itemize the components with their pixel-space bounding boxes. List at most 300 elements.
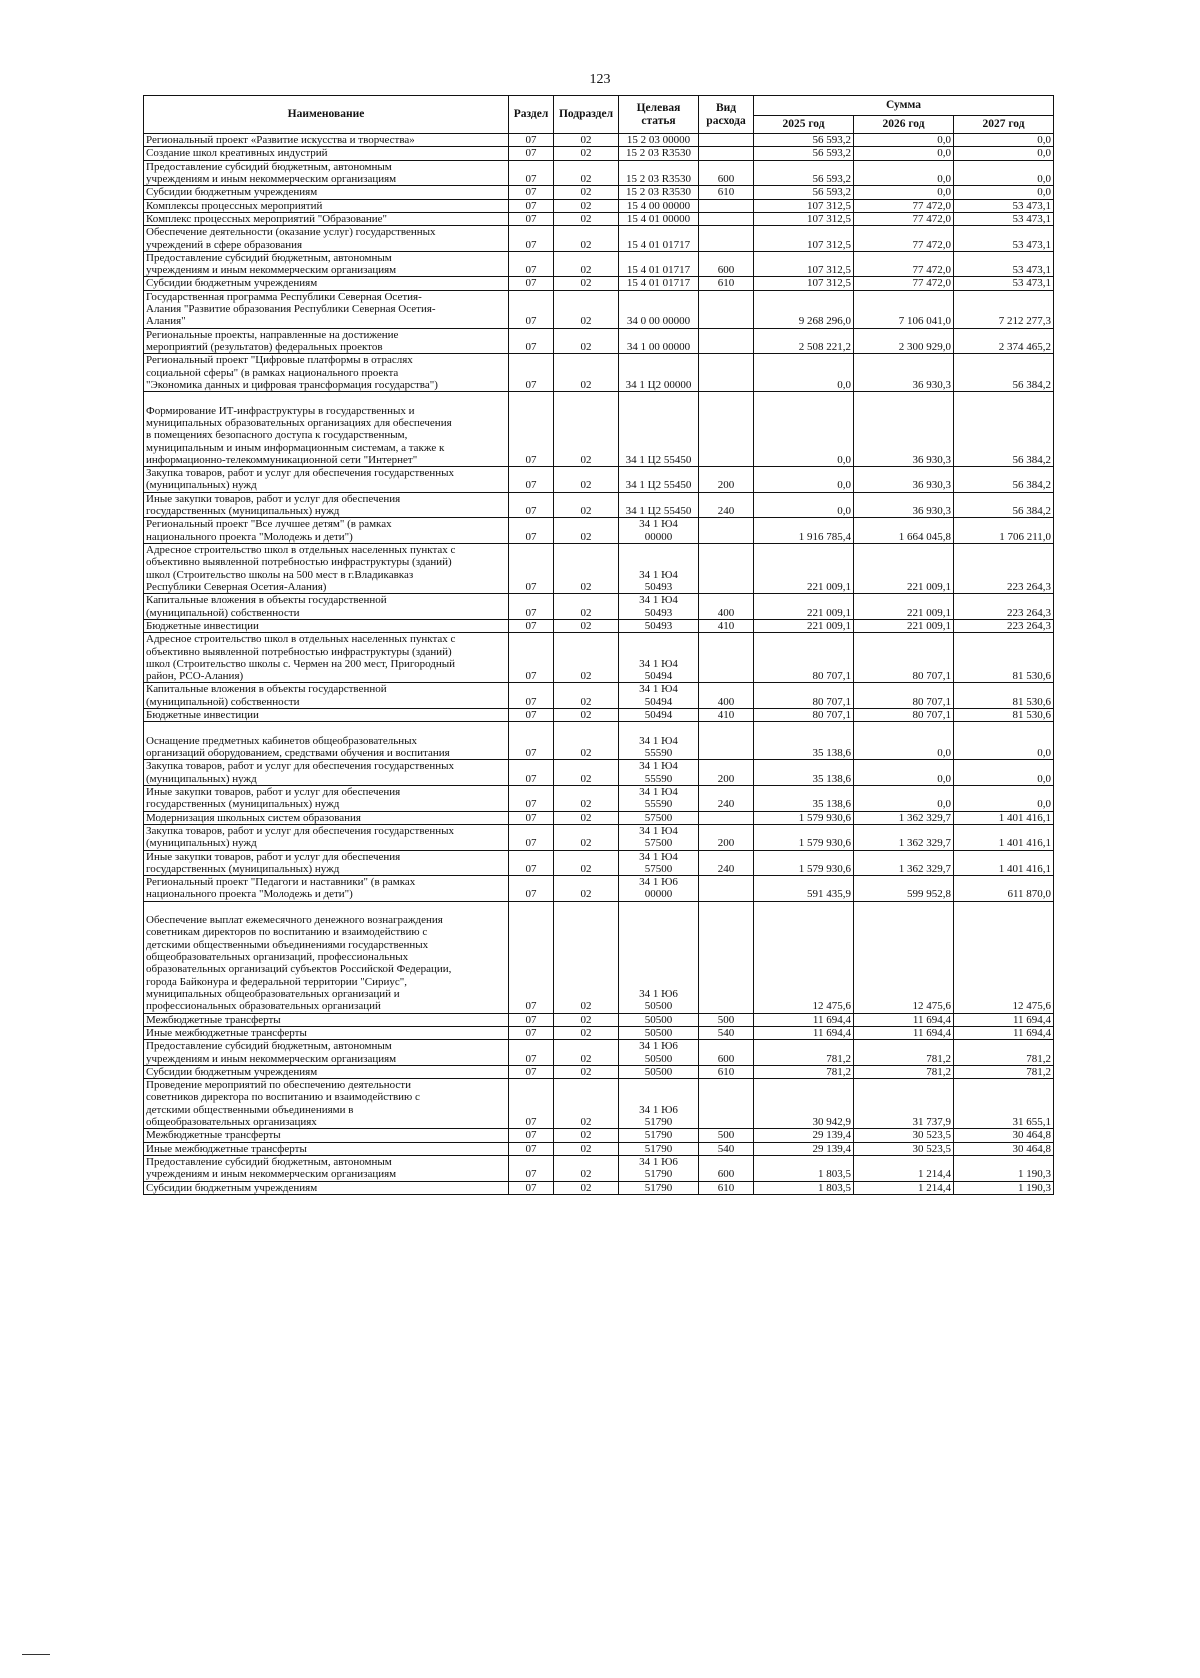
table-row — [144, 147, 1054, 160]
row-amount-2026: 0,0 — [854, 160, 954, 186]
row-amount-2026: 221 009,1 — [854, 544, 954, 594]
row-amount-2025: 1 803,5 — [754, 1181, 854, 1194]
row-amount-2027: 7 212 277,3 — [954, 290, 1054, 328]
row-section: 07 — [509, 619, 554, 632]
row-amount-2026: 0,0 — [854, 186, 954, 199]
row-amount-2027: 0,0 — [954, 722, 1054, 760]
row-amount-2025: 9 268 296,0 — [754, 290, 854, 328]
row-name: Государственная программа Республики Северная Осетия- Алания "Развитие образования Республики Северная Осетия- Алания" — [144, 290, 509, 328]
row-amount-2027: 56 384,2 — [954, 354, 1054, 392]
row-amount-2025: 30 942,9 — [754, 1079, 854, 1129]
row-amount-2026: 0,0 — [854, 722, 954, 760]
row-subsection: 02 — [554, 277, 619, 290]
row-subsection: 02 — [554, 492, 619, 518]
header-expense-type: Вид расхода — [699, 96, 754, 134]
row-amount-2025: 1 579 930,6 — [754, 824, 854, 850]
row-expense-type: 200 — [699, 760, 754, 786]
row-section: 07 — [509, 186, 554, 199]
row-section: 07 — [509, 811, 554, 824]
table-row — [144, 1079, 1054, 1129]
row-amount-2026: 80 707,1 — [854, 709, 954, 722]
row-amount-2027: 781,2 — [954, 1040, 1054, 1066]
table-row — [144, 467, 1054, 493]
row-subsection: 02 — [554, 824, 619, 850]
row-name: Комплекс процессных мероприятий "Образование" — [144, 212, 509, 225]
table-row — [144, 290, 1054, 328]
row-name: Межбюджетные трансферты — [144, 1129, 509, 1142]
row-name: Предоставление субсидий бюджетным, автономным учреждениям и иным некоммерческим организациям — [144, 1040, 509, 1066]
row-name: Закупка товаров, работ и услуг для обеспечения государственных (муниципальных) нужд — [144, 824, 509, 850]
row-subsection: 02 — [554, 544, 619, 594]
row-expense-type — [699, 226, 754, 252]
row-expense-type: 410 — [699, 619, 754, 632]
row-name: Региональный проект "Все лучшее детям" (в рамках национального проекта "Молодежь и дети") — [144, 518, 509, 544]
row-target-item: 34 1 Ю4 57500 — [619, 850, 699, 876]
row-amount-2027: 781,2 — [954, 1065, 1054, 1078]
row-name: Предоставление субсидий бюджетным, автономным учреждениям и иным некоммерческим организациям — [144, 1156, 509, 1182]
row-amount-2027: 56 384,2 — [954, 492, 1054, 518]
row-target-item: 15 4 01 01717 — [619, 226, 699, 252]
row-amount-2025: 0,0 — [754, 354, 854, 392]
row-subsection: 02 — [554, 1026, 619, 1039]
row-amount-2026: 77 472,0 — [854, 199, 954, 212]
table-row — [144, 212, 1054, 225]
row-amount-2027: 0,0 — [954, 760, 1054, 786]
table-row — [144, 1040, 1054, 1066]
row-expense-type: 600 — [699, 1040, 754, 1066]
table-row — [144, 760, 1054, 786]
row-amount-2027: 0,0 — [954, 186, 1054, 199]
row-section: 07 — [509, 518, 554, 544]
row-target-item: 34 1 Ю4 55590 — [619, 722, 699, 760]
row-amount-2025: 11 694,4 — [754, 1013, 854, 1026]
row-amount-2025: 11 694,4 — [754, 1026, 854, 1039]
row-name: Капитальные вложения в объекты государственной (муниципальной) собственности — [144, 594, 509, 620]
row-target-item: 34 1 00 00000 — [619, 328, 699, 354]
row-amount-2026: 11 694,4 — [854, 1026, 954, 1039]
row-amount-2026: 77 472,0 — [854, 277, 954, 290]
row-amount-2026: 30 523,5 — [854, 1129, 954, 1142]
row-target-item: 34 1 Ю4 50493 — [619, 594, 699, 620]
row-target-item: 34 1 Ц2 55450 — [619, 392, 699, 467]
row-amount-2025: 56 593,2 — [754, 147, 854, 160]
row-subsection: 02 — [554, 199, 619, 212]
row-subsection: 02 — [554, 328, 619, 354]
row-amount-2026: 1 362 329,7 — [854, 850, 954, 876]
row-amount-2025: 80 707,1 — [754, 709, 854, 722]
row-subsection: 02 — [554, 226, 619, 252]
row-target-item: 15 2 03 R3530 — [619, 160, 699, 186]
row-target-item: 34 1 Ю4 50494 — [619, 683, 699, 709]
row-name: Субсидии бюджетным учреждениям — [144, 1181, 509, 1194]
row-section: 07 — [509, 1040, 554, 1066]
table-row — [144, 1013, 1054, 1026]
row-section: 07 — [509, 147, 554, 160]
row-section: 07 — [509, 226, 554, 252]
table-row — [144, 251, 1054, 277]
table-row — [144, 1026, 1054, 1039]
row-section: 07 — [509, 392, 554, 467]
table-row — [144, 277, 1054, 290]
row-section: 07 — [509, 722, 554, 760]
row-name: Обеспечение деятельности (оказание услуг) государственных учреждений в сфере образования — [144, 226, 509, 252]
row-section: 07 — [509, 1079, 554, 1129]
row-subsection: 02 — [554, 147, 619, 160]
row-amount-2025: 591 435,9 — [754, 876, 854, 902]
row-expense-type: 600 — [699, 160, 754, 186]
row-amount-2025: 29 139,4 — [754, 1142, 854, 1155]
row-target-item: 51790 — [619, 1142, 699, 1155]
row-amount-2025: 56 593,2 — [754, 186, 854, 199]
header-year-2026: 2026 год — [854, 116, 954, 134]
row-subsection: 02 — [554, 811, 619, 824]
row-amount-2027: 53 473,1 — [954, 277, 1054, 290]
row-amount-2025: 56 593,2 — [754, 134, 854, 147]
row-amount-2026: 1 362 329,7 — [854, 824, 954, 850]
row-section: 07 — [509, 277, 554, 290]
row-amount-2025: 35 138,6 — [754, 722, 854, 760]
row-target-item: 34 1 Ю6 50500 — [619, 901, 699, 1013]
row-target-item: 34 1 Ю6 51790 — [619, 1156, 699, 1182]
row-expense-type: 610 — [699, 1065, 754, 1078]
row-expense-type — [699, 328, 754, 354]
row-section: 07 — [509, 251, 554, 277]
row-name: Региональный проект "Цифровые платформы в отраслях социальной сферы" (в рамках национального проекта "Экономика данных и цифровая трансформация государства") — [144, 354, 509, 392]
table-row — [144, 901, 1054, 1013]
row-amount-2026: 77 472,0 — [854, 251, 954, 277]
table-row — [144, 633, 1054, 683]
row-amount-2026: 781,2 — [854, 1040, 954, 1066]
table-row — [144, 226, 1054, 252]
row-section: 07 — [509, 1065, 554, 1078]
row-amount-2027: 11 694,4 — [954, 1013, 1054, 1026]
row-amount-2026: 0,0 — [854, 785, 954, 811]
row-target-item: 50500 — [619, 1026, 699, 1039]
row-amount-2025: 56 593,2 — [754, 160, 854, 186]
row-amount-2027: 0,0 — [954, 134, 1054, 147]
row-amount-2027: 223 264,3 — [954, 544, 1054, 594]
row-subsection: 02 — [554, 901, 619, 1013]
row-subsection: 02 — [554, 134, 619, 147]
row-target-item: 15 4 01 01717 — [619, 277, 699, 290]
row-amount-2026: 1 214,4 — [854, 1181, 954, 1194]
row-amount-2026: 77 472,0 — [854, 226, 954, 252]
table-row — [144, 683, 1054, 709]
row-section: 07 — [509, 633, 554, 683]
row-section: 07 — [509, 709, 554, 722]
row-amount-2027: 12 475,6 — [954, 901, 1054, 1013]
row-amount-2026: 77 472,0 — [854, 212, 954, 225]
row-subsection: 02 — [554, 633, 619, 683]
row-amount-2027: 2 374 465,2 — [954, 328, 1054, 354]
row-target-item: 34 1 Ю4 55590 — [619, 785, 699, 811]
row-amount-2025: 35 138,6 — [754, 760, 854, 786]
row-expense-type — [699, 633, 754, 683]
row-amount-2025: 2 508 221,2 — [754, 328, 854, 354]
footer-line — [22, 1654, 50, 1655]
table-row — [144, 785, 1054, 811]
row-amount-2027: 1 401 416,1 — [954, 850, 1054, 876]
row-amount-2025: 107 312,5 — [754, 277, 854, 290]
row-amount-2026: 1 214,4 — [854, 1156, 954, 1182]
row-amount-2027: 30 464,8 — [954, 1142, 1054, 1155]
row-name: Региональный проект «Развитие искусства и творчества» — [144, 134, 509, 147]
row-amount-2027: 1 401 416,1 — [954, 811, 1054, 824]
row-expense-type — [699, 290, 754, 328]
row-subsection: 02 — [554, 876, 619, 902]
row-expense-type — [699, 518, 754, 544]
row-target-item: 34 1 Ц2 55450 — [619, 467, 699, 493]
row-expense-type: 200 — [699, 467, 754, 493]
row-subsection: 02 — [554, 251, 619, 277]
row-expense-type — [699, 354, 754, 392]
row-section: 07 — [509, 1026, 554, 1039]
row-target-item: 51790 — [619, 1129, 699, 1142]
row-subsection: 02 — [554, 212, 619, 225]
header-target-item: Целевая статья — [619, 96, 699, 134]
row-expense-type: 410 — [699, 709, 754, 722]
row-target-item: 51790 — [619, 1181, 699, 1194]
row-amount-2025: 1 579 930,6 — [754, 811, 854, 824]
table-row — [144, 1181, 1054, 1194]
row-subsection: 02 — [554, 1079, 619, 1129]
row-name: Комплексы процессных мероприятий — [144, 199, 509, 212]
row-section: 07 — [509, 199, 554, 212]
row-subsection: 02 — [554, 186, 619, 199]
row-subsection: 02 — [554, 518, 619, 544]
row-target-item: 34 1 Ц2 00000 — [619, 354, 699, 392]
row-amount-2027: 611 870,0 — [954, 876, 1054, 902]
row-amount-2025: 221 009,1 — [754, 594, 854, 620]
row-section: 07 — [509, 212, 554, 225]
row-name: Оснащение предметных кабинетов общеобразовательных организаций оборудованием, средствами обучения и воспитания — [144, 722, 509, 760]
row-amount-2027: 1 401 416,1 — [954, 824, 1054, 850]
row-section: 07 — [509, 134, 554, 147]
row-name: Иные межбюджетные трансферты — [144, 1142, 509, 1155]
row-section: 07 — [509, 901, 554, 1013]
row-name: Формирование ИТ-инфраструктуры в государственных и муниципальных образовательных организациях для обеспечения в помещениях безопасного доступа к государственным, муниципальным и иным информационным системам, а также к информационно-телекоммуникационной сети "Интернет" — [144, 392, 509, 467]
row-expense-type — [699, 392, 754, 467]
row-amount-2026: 221 009,1 — [854, 619, 954, 632]
row-target-item: 34 1 Ю6 00000 — [619, 876, 699, 902]
row-subsection: 02 — [554, 594, 619, 620]
row-section: 07 — [509, 785, 554, 811]
row-section: 07 — [509, 1156, 554, 1182]
row-amount-2027: 56 384,2 — [954, 392, 1054, 467]
row-target-item: 34 1 Ю4 50494 — [619, 633, 699, 683]
row-expense-type — [699, 134, 754, 147]
row-amount-2027: 0,0 — [954, 785, 1054, 811]
table-header — [144, 96, 1054, 134]
row-section: 07 — [509, 1129, 554, 1142]
table-row — [144, 1065, 1054, 1078]
row-amount-2027: 81 530,6 — [954, 633, 1054, 683]
table-row — [144, 544, 1054, 594]
header-name: Наименование — [144, 96, 509, 134]
row-section: 07 — [509, 683, 554, 709]
row-target-item: 34 0 00 00000 — [619, 290, 699, 328]
table-row — [144, 392, 1054, 467]
row-expense-type: 600 — [699, 251, 754, 277]
table-row — [144, 492, 1054, 518]
row-target-item: 15 4 01 00000 — [619, 212, 699, 225]
row-amount-2027: 223 264,3 — [954, 594, 1054, 620]
row-target-item: 15 2 03 R3530 — [619, 147, 699, 160]
row-subsection: 02 — [554, 1065, 619, 1078]
row-subsection: 02 — [554, 290, 619, 328]
table-row — [144, 1142, 1054, 1155]
row-amount-2027: 53 473,1 — [954, 199, 1054, 212]
row-name: Субсидии бюджетным учреждениям — [144, 186, 509, 199]
row-amount-2025: 0,0 — [754, 392, 854, 467]
row-name: Предоставление субсидий бюджетным, автономным учреждениям и иным некоммерческим организациям — [144, 160, 509, 186]
row-subsection: 02 — [554, 1156, 619, 1182]
row-amount-2025: 12 475,6 — [754, 901, 854, 1013]
page-number: 123 — [589, 72, 611, 87]
row-expense-type: 610 — [699, 186, 754, 199]
table-row — [144, 354, 1054, 392]
header-subsection: Подраздел — [554, 96, 619, 134]
row-amount-2027: 1 190,3 — [954, 1181, 1054, 1194]
row-amount-2026: 11 694,4 — [854, 1013, 954, 1026]
row-section: 07 — [509, 824, 554, 850]
row-amount-2026: 1 664 045,8 — [854, 518, 954, 544]
row-amount-2027: 56 384,2 — [954, 467, 1054, 493]
row-name: Создание школ креативных индустрий — [144, 147, 509, 160]
row-amount-2025: 0,0 — [754, 467, 854, 493]
row-expense-type: 610 — [699, 277, 754, 290]
row-subsection: 02 — [554, 1142, 619, 1155]
row-amount-2026: 0,0 — [854, 134, 954, 147]
budget-table — [143, 95, 1054, 1195]
row-section: 07 — [509, 160, 554, 186]
row-amount-2026: 36 930,3 — [854, 467, 954, 493]
row-name: Капитальные вложения в объекты государственной (муниципальной) собственности — [144, 683, 509, 709]
row-expense-type: 500 — [699, 1013, 754, 1026]
row-target-item: 15 4 01 01717 — [619, 251, 699, 277]
row-amount-2026: 36 930,3 — [854, 492, 954, 518]
row-expense-type — [699, 147, 754, 160]
row-subsection: 02 — [554, 1013, 619, 1026]
row-target-item: 34 1 Ю4 55590 — [619, 760, 699, 786]
row-name: Бюджетные инвестиции — [144, 619, 509, 632]
table-row — [144, 709, 1054, 722]
row-amount-2027: 1 190,3 — [954, 1156, 1054, 1182]
row-subsection: 02 — [554, 785, 619, 811]
row-amount-2026: 31 737,9 — [854, 1079, 954, 1129]
row-section: 07 — [509, 850, 554, 876]
row-amount-2025: 1 916 785,4 — [754, 518, 854, 544]
row-amount-2027: 31 655,1 — [954, 1079, 1054, 1129]
row-amount-2026: 12 475,6 — [854, 901, 954, 1013]
row-subsection: 02 — [554, 722, 619, 760]
row-section: 07 — [509, 1142, 554, 1155]
row-expense-type — [699, 1079, 754, 1129]
row-expense-type — [699, 811, 754, 824]
row-target-item: 34 1 Ю6 51790 — [619, 1079, 699, 1129]
row-target-item: 50500 — [619, 1013, 699, 1026]
row-amount-2027: 0,0 — [954, 147, 1054, 160]
header-section: Раздел — [509, 96, 554, 134]
header-year-2027: 2027 год — [954, 116, 1054, 134]
table-row — [144, 811, 1054, 824]
row-amount-2025: 80 707,1 — [754, 683, 854, 709]
row-subsection: 02 — [554, 1129, 619, 1142]
row-expense-type: 200 — [699, 824, 754, 850]
table-row — [144, 328, 1054, 354]
row-target-item: 34 1 Ц2 55450 — [619, 492, 699, 518]
row-target-item: 50494 — [619, 709, 699, 722]
row-name: Субсидии бюджетным учреждениям — [144, 1065, 509, 1078]
row-name: Проведение мероприятий по обеспечению деятельности советников директора по воспитанию и взаимодействию с детскими общественными объединениями в общеобразовательных организациях — [144, 1079, 509, 1129]
row-amount-2025: 221 009,1 — [754, 544, 854, 594]
row-expense-type — [699, 544, 754, 594]
table-row — [144, 1129, 1054, 1142]
row-amount-2026: 36 930,3 — [854, 354, 954, 392]
row-amount-2025: 107 312,5 — [754, 251, 854, 277]
table-row — [144, 594, 1054, 620]
row-amount-2025: 221 009,1 — [754, 619, 854, 632]
row-target-item: 15 4 00 00000 — [619, 199, 699, 212]
row-name: Обеспечение выплат ежемесячного денежного вознаграждения советникам директоров по воспитанию и взаимодействию с детскими общественными объединениями государственных общеобразовательных организаций, профессиональных образовательных организаций субъектов Российской Федерации, города Байконура и федеральной территории "Сириус", муниципальных общеобразовательных организаций и профессиональных образовательных организаций — [144, 901, 509, 1013]
row-amount-2026: 2 300 929,0 — [854, 328, 954, 354]
row-name: Адресное строительство школ в отдельных населенных пунктах с объективно выявленной потребностью инфраструктуры (зданий) школ (Строительство школы с. Чермен на 200 мест, Пригородный район, РСО-Алания) — [144, 633, 509, 683]
table-row — [144, 199, 1054, 212]
row-amount-2025: 0,0 — [754, 492, 854, 518]
row-amount-2025: 781,2 — [754, 1065, 854, 1078]
row-subsection: 02 — [554, 1181, 619, 1194]
row-amount-2026: 221 009,1 — [854, 594, 954, 620]
row-amount-2027: 1 706 211,0 — [954, 518, 1054, 544]
row-subsection: 02 — [554, 467, 619, 493]
row-name: Адресное строительство школ в отдельных населенных пунктах с объективно выявленной потребностью инфраструктуры (зданий) школ (Строительство школы на 500 мест в г.Владикавказ Республики Северная Осетия-Алания) — [144, 544, 509, 594]
header-sum: Сумма — [754, 96, 1054, 116]
row-subsection: 02 — [554, 354, 619, 392]
row-name: Модернизация школьных систем образования — [144, 811, 509, 824]
row-subsection: 02 — [554, 760, 619, 786]
row-amount-2025: 781,2 — [754, 1040, 854, 1066]
row-amount-2027: 53 473,1 — [954, 226, 1054, 252]
row-expense-type: 240 — [699, 492, 754, 518]
row-name: Межбюджетные трансферты — [144, 1013, 509, 1026]
row-amount-2027: 81 530,6 — [954, 683, 1054, 709]
row-section: 07 — [509, 492, 554, 518]
row-amount-2025: 107 312,5 — [754, 226, 854, 252]
row-expense-type — [699, 212, 754, 225]
row-target-item: 34 1 Ю6 50500 — [619, 1040, 699, 1066]
row-amount-2025: 107 312,5 — [754, 212, 854, 225]
table-row — [144, 518, 1054, 544]
row-expense-type: 240 — [699, 785, 754, 811]
table-row — [144, 722, 1054, 760]
row-expense-type — [699, 876, 754, 902]
row-amount-2027: 0,0 — [954, 160, 1054, 186]
row-expense-type — [699, 722, 754, 760]
row-target-item: 50500 — [619, 1065, 699, 1078]
row-expense-type: 240 — [699, 850, 754, 876]
row-target-item: 34 1 Ю4 00000 — [619, 518, 699, 544]
row-name: Иные закупки товаров, работ и услуг для обеспечения государственных (муниципальных) нужд — [144, 492, 509, 518]
row-name: Региональные проекты, направленные на достижение мероприятий (результатов) федеральных проектов — [144, 328, 509, 354]
table-row — [144, 824, 1054, 850]
row-amount-2026: 781,2 — [854, 1065, 954, 1078]
row-expense-type: 540 — [699, 1026, 754, 1039]
row-section: 07 — [509, 594, 554, 620]
row-subsection: 02 — [554, 709, 619, 722]
row-subsection: 02 — [554, 1040, 619, 1066]
row-amount-2027: 30 464,8 — [954, 1129, 1054, 1142]
row-section: 07 — [509, 1013, 554, 1026]
